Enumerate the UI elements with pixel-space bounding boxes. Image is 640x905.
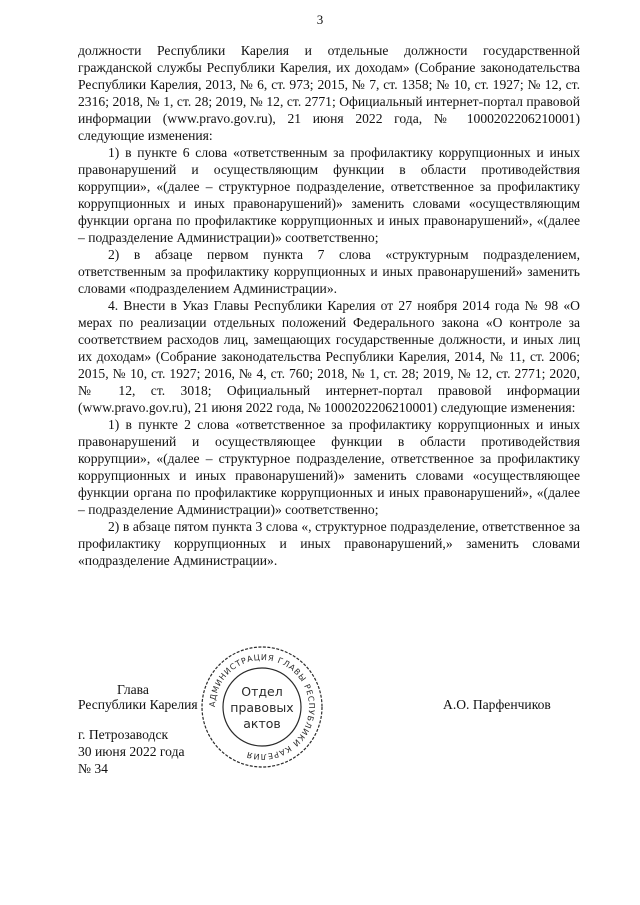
signatory-title-line-1: Глава xyxy=(117,682,149,697)
official-stamp xyxy=(199,644,325,770)
signatory-title-line-2: Республики Карелия xyxy=(78,697,198,712)
stamp-line-3: актов xyxy=(243,716,281,731)
stamp-ring-text: АДМИНИСТРАЦИЯ ГЛАВЫ РЕСПУБЛИКИ КАРЕЛИЯ xyxy=(207,652,317,762)
document-number: № 34 xyxy=(78,761,108,776)
stamp-line-2: правовых xyxy=(230,700,294,715)
issue-place: г. Петрозаводск xyxy=(78,727,169,742)
paragraph-item-2: 2) в абзаце первом пункта 7 слова «структурным подразделением, ответственным за профилактику коррупционных и иных правонарушений» заменить словами «подразделением Администрации». xyxy=(78,247,580,296)
paragraph-section-4-item-2: 2) в абзаце пятом пункта 3 слова «, структурное подразделение, ответственное за профилактику коррупционных и иных правонарушений,» заменить словами «подразделение Администрации». xyxy=(78,519,580,568)
issue-date: 30 июня 2022 года xyxy=(78,744,185,759)
page-number: 3 xyxy=(316,12,324,27)
paragraph-section-4-item-1: 1) в пункте 2 слова «ответственное за профилактику коррупционных и иных правонарушений и осуществляющее функции в области противодействия коррупции», «(далее – структурное подразделение, ответственное за профилактику коррупционных и иных правонарушений)» заменить словами «осуществляющее функции органа по профилактике коррупционных и иных правонарушений», «(далее – подразделение Администрации)» соответственно; xyxy=(78,417,580,517)
paragraph-section-4: 4. Внести в Указ Главы Республики Карелия от 27 ноября 2014 года № 98 «О мерах по реализации отдельных положений Федерального закона «О контроле за соответствием расходов лиц, замещающих государственные должности, и иных лиц их доходам» (Собрание законодательства Республики Карелия, 2014, № 11, ст. 2006; 2015, № 10, ст. 1927; 2016, № 4, ст. 760; 2018, № 1, ст. 28; 2019, № 12, ст. 2771; 2020, № 12, ст. 3018; Официальный интернет-портал правовой информации (www.pravo.gov.ru), 21 июня 2022 года, № 1000202206210001) следующие изменения: xyxy=(78,298,580,415)
paragraph-item-1: 1) в пункте 6 слова «ответственным за профилактику коррупционных и иных правонарушений и осуществляющим функции в области противодействия коррупции», «(далее – структурное подразделение, ответственное за профилактику коррупционных и иных правонарушений)» заменить словами «осуществляющим функции органа по профилактике коррупционных и иных правонарушений», «(далее – подразделение Администрации)» соответственно; xyxy=(78,145,580,245)
stamp-line-1: Отдел xyxy=(241,684,283,699)
document-body xyxy=(78,42,580,569)
signatory-name: А.О. Парфенчиков xyxy=(443,697,551,712)
paragraph-continuation: должности Республики Карелия и отдельные должности государственной гражданской службы Республики Карелия, их доходам» (Собрание законодательства Республики Карелия, 2013, № 6, ст. 973; 2015, № 7, ст. 1358; № 10, ст. 1927; № 12, ст. 2316; 2018, № 1, ст. 28; 2019, № 12, ст. 2771; Официальный интернет-портал правовой информации (www.pravo.gov.ru), 21 июня 2022 года, № 1000202206210001) следующие изменения: xyxy=(78,43,580,143)
